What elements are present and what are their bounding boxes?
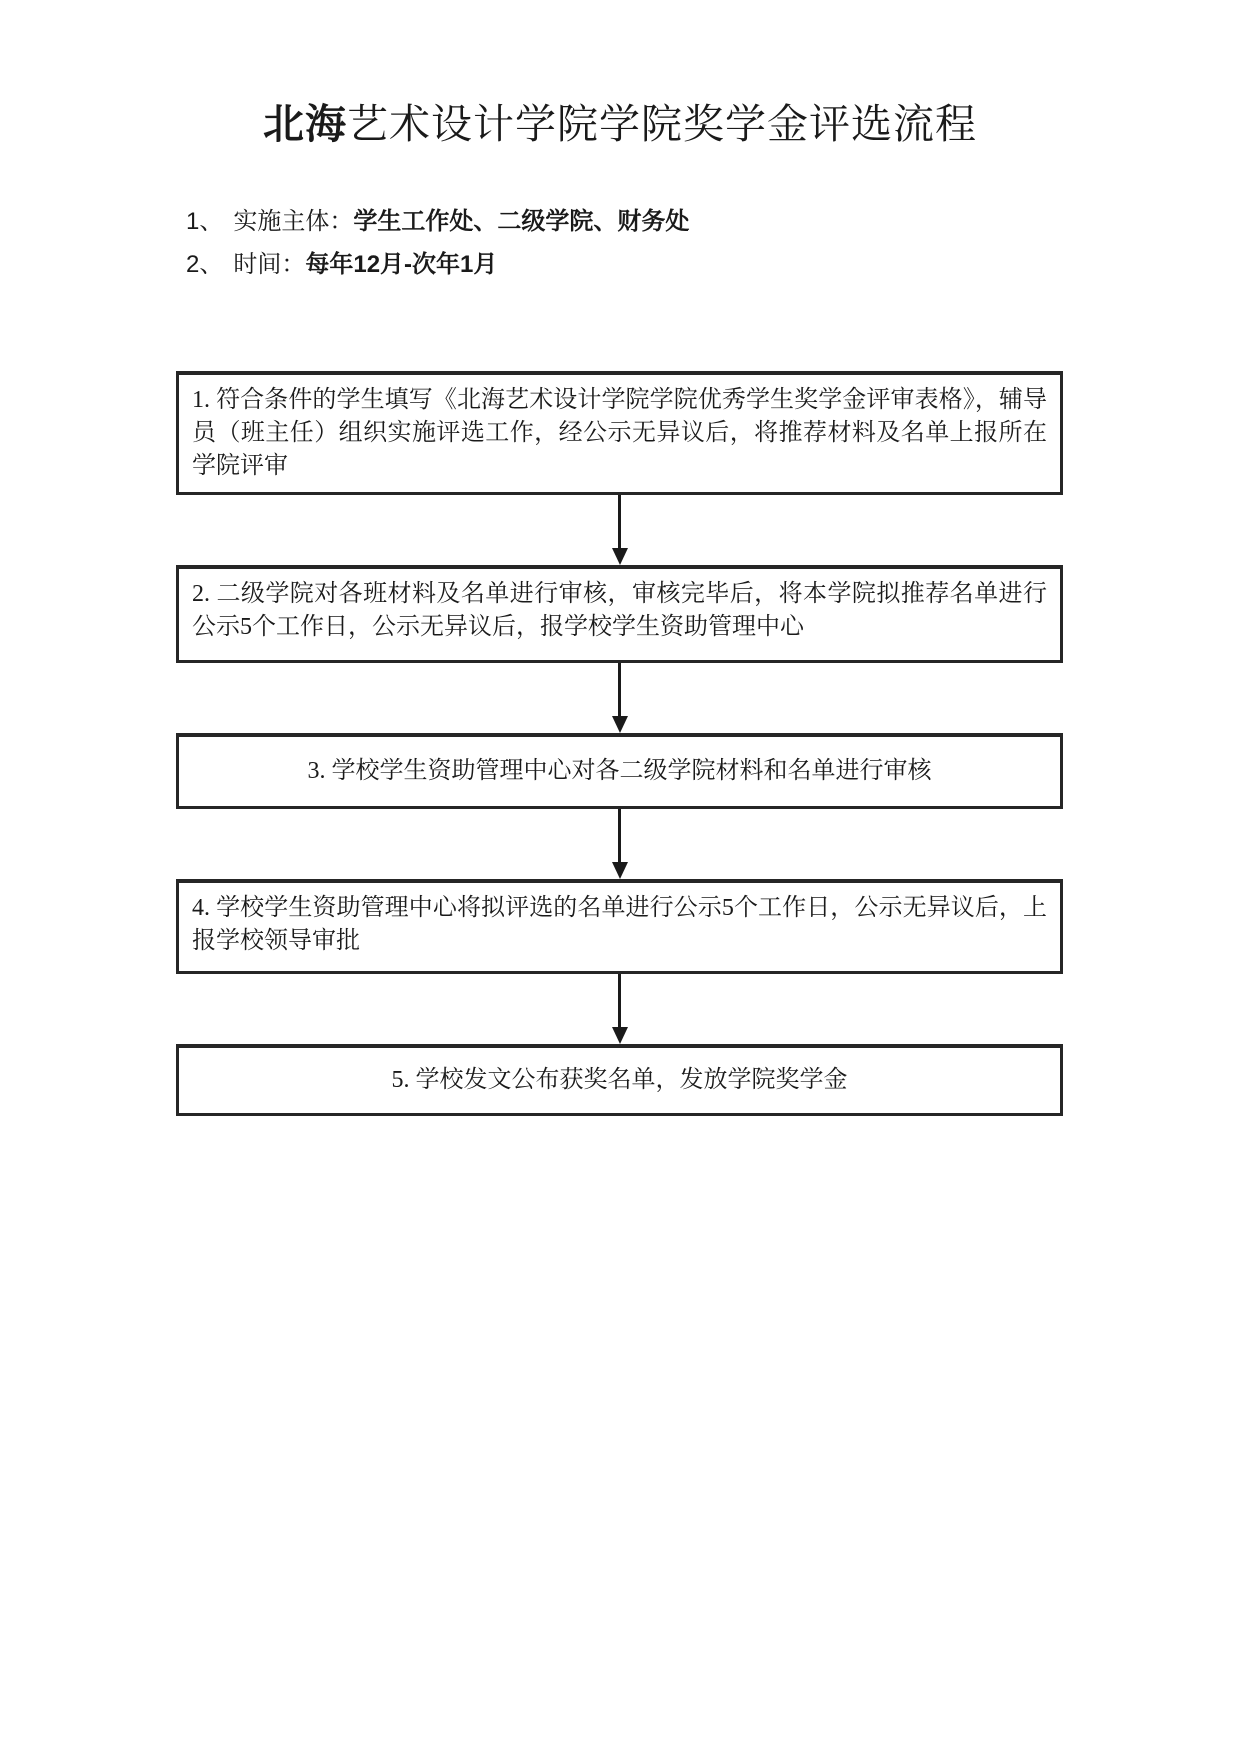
flow-step-4	[176, 879, 1063, 974]
flow-step-2	[176, 565, 1063, 663]
flowchart	[176, 371, 1063, 1116]
down-arrow-head	[612, 548, 628, 565]
intro-line-1-number: 1、	[186, 208, 224, 236]
intro-line-2-number: 2、	[186, 251, 224, 279]
flow-step-5	[176, 1044, 1063, 1116]
flow-step-3	[176, 733, 1063, 809]
intro-line-subject	[186, 205, 1240, 239]
down-arrow-icon	[612, 809, 628, 879]
down-arrow-shaft	[618, 495, 621, 548]
page-title-rest: 艺术设计学院学院奖学金评选流程	[347, 101, 977, 147]
intro-list	[186, 205, 1240, 282]
flow-step-3-text: 3. 学校学生资助管理中心对各二级学院材料和名单进行审核	[307, 758, 932, 784]
page-title	[0, 0, 1240, 149]
flow-step-2-text: 2. 二级学院对各班材料及名单进行审核，审核完毕后，将本学院拟推荐名单进行公示5个工作日，公示无异议后，报学校学生资助管理中心	[192, 581, 1047, 640]
intro-line-2-value: 每年12月-次年1月	[305, 251, 498, 279]
intro-line-2-label: 时间：	[233, 251, 306, 279]
down-arrow-head	[612, 716, 628, 733]
flow-step-1	[176, 371, 1063, 495]
intro-line-time	[186, 248, 1240, 282]
down-arrow-shaft	[618, 663, 621, 716]
flow-step-1-text: 1. 符合条件的学生填写《北海艺术设计学院学院优秀学生奖学金评审表格》，辅导员（班主任）组织实施评选工作，经公示无异议后，将推荐材料及名单上报所在学院评审	[192, 387, 1047, 479]
down-arrow-shaft	[618, 974, 621, 1027]
down-arrow-icon	[612, 495, 628, 565]
intro-line-1-label: 实施主体：	[233, 208, 354, 236]
flow-step-4-text: 4. 学校学生资助管理中心将拟评选的名单进行公示5个工作日，公示无异议后，上报学校领导审批	[192, 895, 1047, 954]
down-arrow-head	[612, 1027, 628, 1044]
flow-step-5-text: 5. 学校发文公布获奖名单，发放学院奖学金	[391, 1067, 848, 1093]
intro-line-1-value: 学生工作处、二级学院、财务处	[353, 208, 690, 236]
down-arrow-shaft	[618, 809, 621, 862]
down-arrow-head	[612, 862, 628, 879]
down-arrow-icon	[612, 663, 628, 733]
down-arrow-icon	[612, 974, 628, 1044]
page-title-bold-part: 北海	[263, 101, 347, 147]
